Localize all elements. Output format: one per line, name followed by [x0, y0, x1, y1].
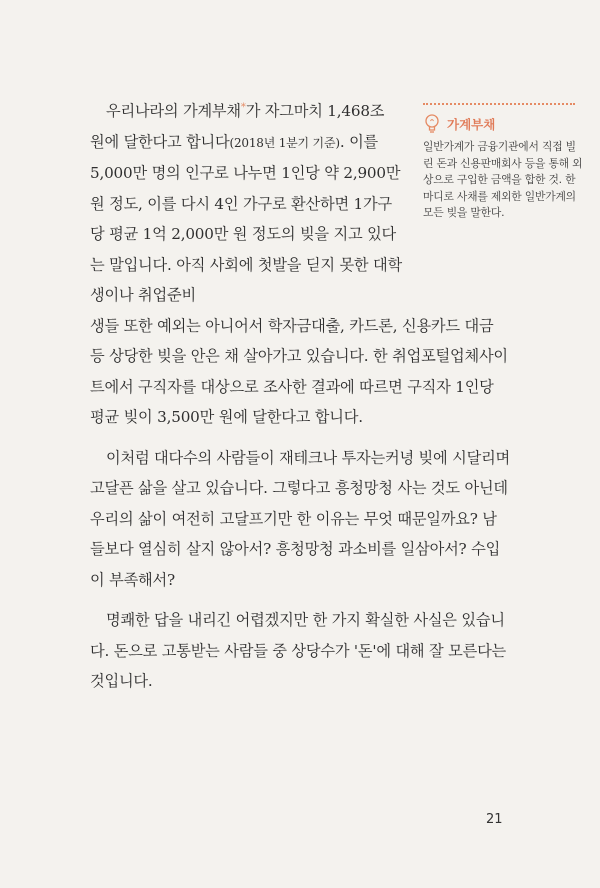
paragraph-1-text-b: 가 자그마치 1,468조 원에 달한다고 합니다 — [90, 102, 385, 151]
body-text — [90, 96, 510, 707]
footnote-marker: * — [240, 101, 246, 113]
paragraph-3: 명쾌한 답을 내리긴 어렵겠지만 한 가지 확실한 사실은 있습니다. 돈으로 고통받는 사람들 중 상당수가 '돈'에 대해 잘 모른다는 것입니다. — [90, 611, 507, 690]
date-note: (2018년 1분기 기준) — [229, 135, 340, 150]
sidebar-definition: 일반가계가 금융기관에서 직접 빌린 돈과 신용판매회사 등을 통해 외상으로 구입한 금액을 합한 것. 한마디로 사채를 제외한 일반가계의 모든 빚을 말한다. — [423, 140, 583, 220]
paragraph-1-text-c: . 이를 5,000만 명의 인구로 나누면 1인당 약 2,900만 원 정도, 이를 다시 4인 가구로 환산하면 1가구당 평균 1억 2,000만 원 정도의 빚을 지고 있다는 말입니다. 아직 사회에 첫발을 딛지 못한 대학생이나 취업준비 — [90, 132, 402, 304]
sidebar-title: 가계부채 — [447, 117, 496, 132]
paragraph-1-continued: 생들 또한 예외는 아니어서 학자금대출, 카드론, 신용카드 대금 등 상당한 빚을 안은 채 살아가고 있습니다. 한 취업포털업체사이트에서 구직자를 대상으로 조사한 결과에 따르면 구직자 1인당 평균 빚이 3,500만 원에 달한다고 합니다. — [90, 316, 508, 426]
page-number: 21 — [486, 812, 503, 827]
paragraph-1 — [90, 96, 402, 311]
paragraph-1-text-a: 우리나라의 가계부채 — [106, 102, 241, 120]
paragraph-2: 이처럼 대다수의 사람들이 재테크나 투자는커녕 빚에 시달리며 고달픈 삶을 살고 있습니다. 그렇다고 흥청망청 사는 것도 아닌데 우리의 삶이 여전히 고달프기만 한 이유는 무엇 때문일까요? 남들보다 열심히 살지 않아서? 흥청망청 과소비를 일삼아서? 수입이 부족해서? — [90, 448, 511, 589]
